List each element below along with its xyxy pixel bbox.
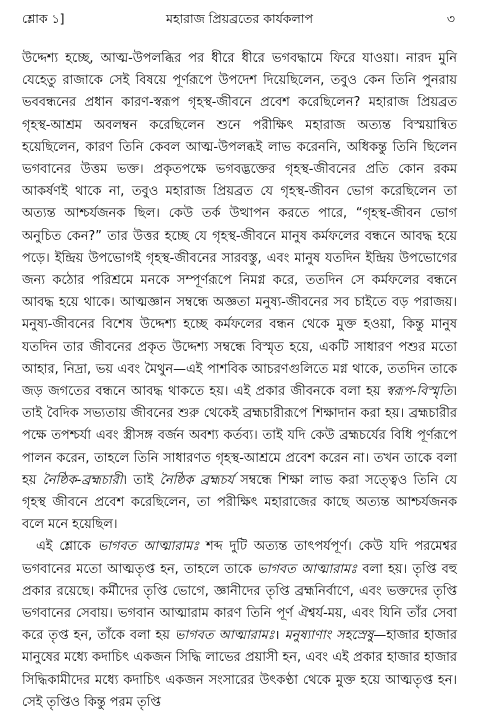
body-text (22, 48, 457, 714)
page-number: ৩ (446, 11, 455, 26)
italic-term: ভাগবত আত্মারামঃ (257, 561, 358, 577)
text-run: বলা হয়। তৃপ্তি বহু প্রকার রয়েছে। কর্মীদের তৃপ্তি ভোগে, জ্ঞানীদের তৃপ্তি ব্রহ্মনির্বাণে, এবং ভক্তদের তৃপ্তি ভগবানের সেবায়। ভগবান আত্মারাম কারণ তিনি পূর্ণ ঐশ্বর্য-ময়, এবং যিনি তাঁর সেবা করে তৃপ্ত হন, তাঁকে বলা হয় (22, 561, 457, 644)
text-run: । (274, 628, 285, 644)
italic-term: ভাগবত আত্মারামঃ (97, 539, 200, 555)
text-run: উদ্দেশ্য হচ্ছে, আত্ম-উপলব্ধির পর ধীরে ধীরে ভগবদ্ধামে ফিরে যাওয়া। নারদ মুনি যেহেতু রাজাকে সেই বিষয়ে পূর্ণরূপে উপদেশ দিয়েছিলেন, তবুও কেন তিনি পুনরায় ভববন্ধনের প্রধান কারণ-স্বরূপ গৃহস্থ-জীবনে প্রবেশ করেছিলেন? মহারাজ প্রিয়ব্রত গৃহস্থ-আশ্রম অবলম্বন করেছিলেন শুনে পরীক্ষিৎ মহারাজ অত্যন্ত বিস্ময়ান্বিত হয়েছিলেন, কারণ তিনি কেবল আত্ম-উপলব্ধই লাভ করেননি, অধিকন্তু তিনি ছিলেন ভগবানের উত্তম ভক্ত। প্রকৃতপক্ষে ভগবদ্ভক্তের গৃহস্থ-জীবনের প্রতি কোন রকম আকর্ষণই থাকে না, তবুও মহারাজ প্রিয়ব্রত যে গৃহস্থ-জীবন ভোগ করেছিলেন তা অত্যন্ত আশ্চর্যজনক ছিল। কেউ তর্ক উত্থাপন করতে পারে, “গৃহস্থ-জীবন ভোগ অনুচিত কেন?” তার উত্তর হচ্ছে যে গৃহস্থ-জীবনে মানুষ কর্মফলের বন্ধনে আবদ্ধ হয়ে পড়ে। ইন্দ্রিয় উপভোগই গৃহস্থ-জীবনের সারবস্তু, এবং মানুষ যতদিন ইন্দ্রিয় উপভোগের জন্য কঠোর পরিশ্রমে মনকে সম্পূর্ণরূপে নিমগ্ন করে, ততদিন সে কর্মফলের বন্ধনে আবদ্ধ হয়ে থাকে। আত্মজ্ঞান সম্বন্ধে অজ্ঞতা মনুষ্য-জীবনের সব চাইতে বড় পরাজয়। মনুষ্য-জীবনের বিশেষ উদ্দেশ্য হচ্ছে কর্মফলের বন্ধন থেকে মুক্ত হওয়া, কিন্তু মানুষ যতদিন তার জীবনের প্রকৃত উদ্দেশ্য সম্বন্ধে বিস্মৃত হয়ে, একটি সাধারণ পশুর মতো আহার, নিদ্রা, ভয় এবং মৈথুন—এই পাশবিক আচরণগুলিতে মগ্ন থাকে, ততদিন তাকে জড় জগতের বন্ধনে আবদ্ধ থাকতে হয়। এই প্রকার জীবনকে বলা হয় (22, 51, 457, 400)
paragraph-1 (22, 48, 457, 536)
paragraph-2 (22, 536, 457, 714)
text-run: শব্দ দুটি অত্যন্ত তাৎপর্যপূর্ণ। কেউ যদি পরমেশ্বর ভগবানের মতো আত্মতৃপ্ত হন, তাহলে তাকে (22, 539, 457, 577)
text-run: সম্বন্ধে শিক্ষা লাভ করা সত্ত্বেও তিনি যে গৃহস্থ জীবনে প্রবেশ করেছিলেন, তা পরীক্ষিৎ মহারাজের কাছে অত্যন্ত আশ্চর্যজনক বলে মনে হয়েছিল। (22, 472, 458, 533)
italic-term: মনুষ্যাণাং সহস্রেষু (284, 628, 374, 644)
italic-term: নৈষ্ঠিক ব্রহ্মচর্য (159, 472, 234, 488)
text-run: । তাই (122, 472, 160, 488)
italic-term: ভাগবত আত্মারামঃ (174, 628, 275, 644)
italic-term: নৈষ্ঠিক-ব্রহ্মচারী (42, 472, 123, 488)
italic-term: স্বরূপ-বিস্মৃতি (385, 384, 453, 400)
chapter-title: মহারাজ প্রিয়ব্রতের কার্যকলাপ (166, 11, 313, 26)
text-run: । তাই বৈদিক সভ্যতায় জীবনের শুরু থেকেই ব্রহ্মচারীরূপে শিক্ষাদান করা হয়। ব্রহ্মচারীর পক্ষে তপশ্চর্যা এবং স্ত্রীসঙ্গ বর্জন অবশ্য কর্তব্য। তাই যদি কেউ ব্রহ্মচর্যের বিধি পূর্ণরূপে পালন করেন, তাহলে তিনি সাধারণত গৃহস্থ-আশ্রমে প্রবেশ করেন না। তখন তাকে বলা হয় (22, 384, 457, 488)
text-run: এই শ্লোকে (36, 539, 98, 555)
text-run: —হাজার হাজার মানুষের মধ্যে কদাচিৎ একজন সিদ্ধি লাভের প্রয়াসী হন, এবং এই প্রকার হাজার হাজার সিদ্ধিকামীদের মধ্যে কদাচিৎ একজন সংসারের উৎকণ্ঠা থেকে মুক্ত হয়ে আত্মতৃপ্ত হন। সেই তৃপ্তিও কিন্তু পরম তৃপ্তি (22, 628, 457, 710)
verse-reference: শ্লোক ১] (22, 11, 65, 26)
page-header (22, 8, 457, 30)
